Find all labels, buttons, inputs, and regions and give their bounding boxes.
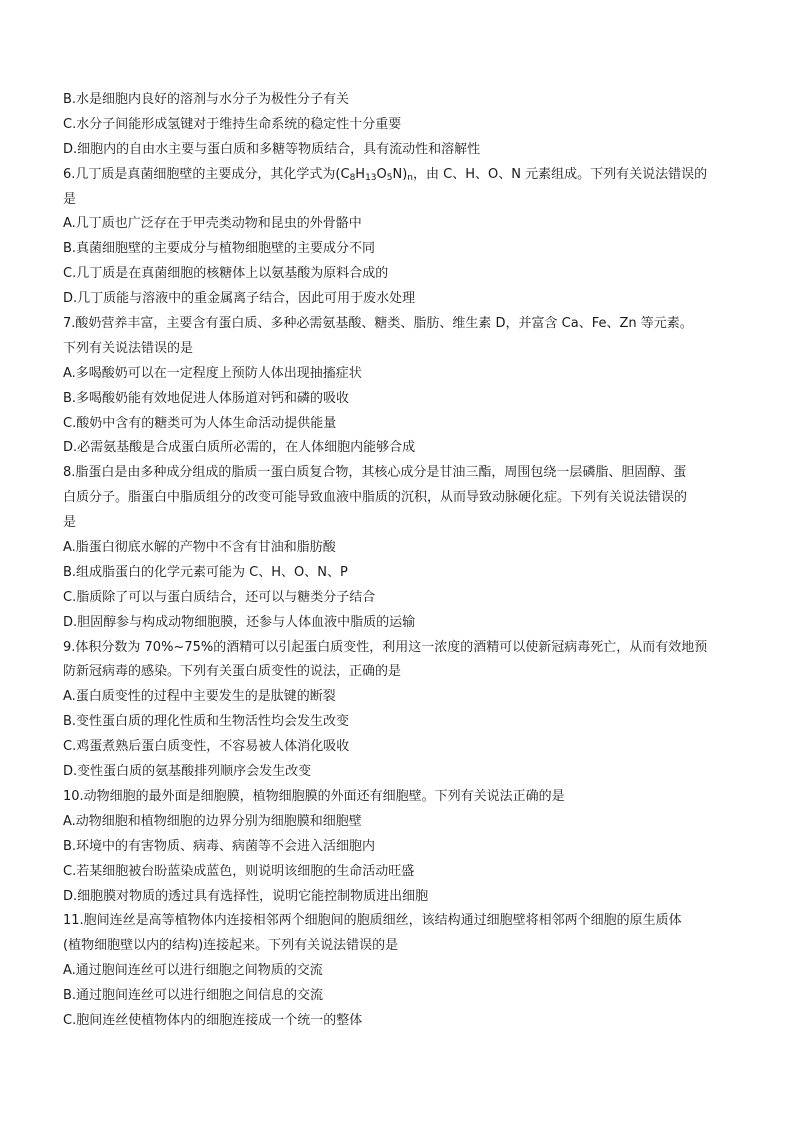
option-line: A.动物细胞和植物细胞的边界分别为细胞膜和细胞壁 [63,813,362,829]
question-11-stem-continued: (植物细胞壁以内的结构)连接起来。下列有关说法错误的是 [63,938,399,954]
formula-subscript: 13 [365,172,377,183]
option-line: A.脂蛋白彻底水解的产物中不含有甘油和脂肪酸 [63,540,336,556]
option-line: D.细胞膜对物质的透过具有选择性，说明它能控制物质进出细胞 [63,888,429,904]
option-line: C.若某细胞被台盼蓝染成蓝色，则说明该细胞的生命活动旺盛 [63,863,415,879]
question-7-stem-continued: 下列有关说法错误的是 [63,340,194,356]
question-6-stem-continued: 是 [63,191,77,207]
option-line: B.水是细胞内良好的溶剂与水分子为极性分子有关 [63,92,350,107]
option-line: D.必需氨基酸是合成蛋白质所必需的，在人体细胞内能够合成 [63,440,416,456]
question-6-text-part: N) [392,166,408,182]
question-9-stem: 9.体积分数为 70%~75%的酒精可以引起蛋白质变性，利用这一浓度的酒精可以使新冠病毒死亡，从而有效地预 [63,639,708,655]
question-8-stem: 8.脂蛋白是由多种成分组成的脂质一蛋白质复合物，其核心成分是甘油三酯，周围包绕一层磷脂、胆固醇、蛋 [63,465,687,481]
option-line: B.环境中的有害物质、病毒、病菌等不会进入活细胞内 [63,838,376,854]
question-9-stem-continued: 防新冠病毒的感染。下列有关蛋白质变性的说法，正确的是 [63,664,402,680]
option-line: C.胞间连丝使植物体内的细胞连接成一个统一的整体 [63,1012,363,1028]
question-8-stem-continued: 是 [63,515,77,531]
option-line: C.水分子间能形成氢键对于维持生命系统的稳定性十分重要 [63,116,402,132]
question-6-stem [63,163,733,188]
option-line: A.通过胞间连丝可以进行细胞之间物质的交流 [63,963,323,979]
question-6-text-part: H [355,166,366,182]
option-line: B.组成脂蛋白的化学元素可能为 C、H、O、N、P [63,564,348,580]
question-10-stem: 10.动物细胞的最外面是细胞膜，植物细胞膜的外面还有细胞壁。下列有关说法正确的是 [63,788,565,804]
option-line: A.几丁质也广泛存在于甲壳类动物和昆虫的外骨骼中 [63,216,362,232]
option-line: B.通过胞间连丝可以进行细胞之间信息的交流 [63,988,324,1004]
question-6-text-part: 6.几丁质是真菌细胞壁的主要成分，其化学式为(C [63,166,350,182]
option-line: B.多喝酸奶能有效地促进人体肠道对钙和磷的吸收 [63,390,350,406]
question-7-stem: 7.酸奶营养丰富，主要含有蛋白质、多种必需氨基酸、糖类、脂肪、维生素 D，并富含 Ca、Fe、Zn 等元素。 [63,316,693,332]
option-line: B.真菌细胞壁的主要成分与植物细胞壁的主要成分不同 [63,241,376,257]
option-line: C.脂质除了可以与蛋白质结合，还可以与糖类分子结合 [63,589,376,605]
option-line: A.多喝酸奶可以在一定程度上预防人体出现抽搐症状 [63,365,362,381]
option-line: D.变性蛋白质的氨基酸排列顺序会发生改变 [63,764,312,780]
option-line: D.细胞内的自由水主要与蛋白质和多糖等物质结合，具有流动性和溶解性 [63,141,481,157]
option-line: C.几丁质是在真菌细胞的核糖体上以氨基酸为原料合成的 [63,266,389,282]
option-line: D.几丁质能与溶液中的重金属离子结合，因此可用于废水处理 [63,291,416,307]
formula-subscript: n [407,172,414,183]
formula-subscript: 5 [386,172,393,183]
option-line: B.变性蛋白质的理化性质和生物活性均会发生改变 [63,714,350,730]
option-line: A.蛋白质变性的过程中主要发生的是肽键的断裂 [63,689,336,705]
question-8-stem-continued: 白质分子。脂蛋白中脂质组分的改变可能导致血液中脂质的沉积，从而导致动脉硬化症。下列有关说法错误的 [63,490,688,506]
question-text-block [63,88,733,1034]
option-line: D.胆固醇参与构成动物细胞膜，还参与人体血液中脂质的运输 [63,614,416,630]
option-line: C.鸡蛋煮熟后蛋白质变性，不容易被人体消化吸收 [63,739,350,755]
formula-subscript: 8 [349,172,356,183]
option-line: C.酸奶中含有的糖类可为人体生命活动提供能量 [63,415,337,431]
question-6-text-part: ，由 C、H、O、N 元素组成。下列有关说法错误的 [413,166,708,182]
question-11-stem: 11.胞间连丝是高等植物体内连接相邻两个细胞间的胞质细丝，该结构通过细胞壁将相邻两个细胞的原生质体 [63,913,682,929]
question-6-text-part: O [376,166,387,182]
